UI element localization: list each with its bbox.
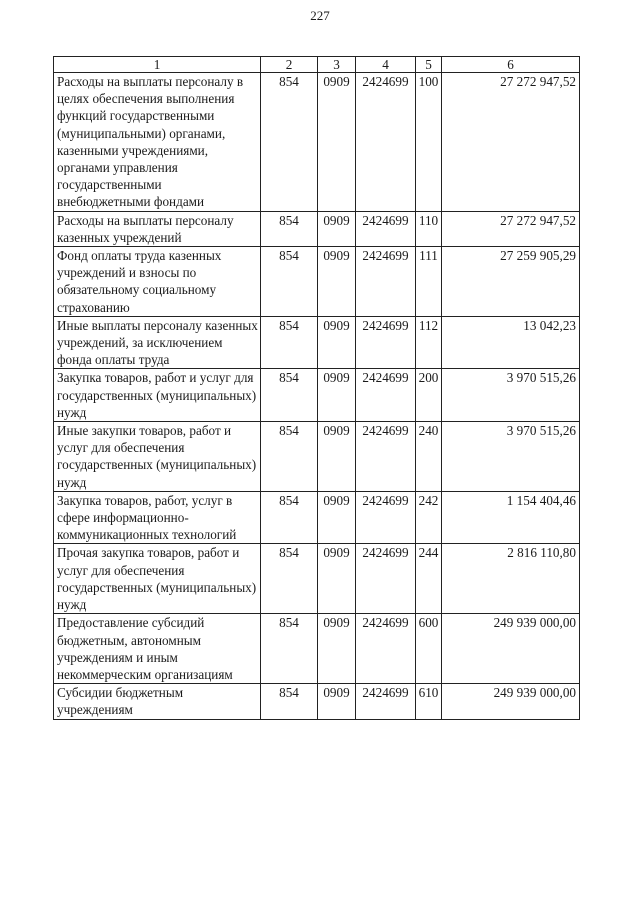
row-target-code: 2424699	[356, 247, 416, 317]
row-section-code: 0909	[318, 316, 356, 369]
row-name: Расходы на выплаты персоналу казенных учреждений	[54, 211, 261, 246]
row-name: Субсидии бюджетным учреждениям	[54, 684, 261, 719]
row-expense-type: 610	[416, 684, 442, 719]
row-amount: 3 970 515,26	[442, 369, 580, 422]
row-name: Расходы на выплаты персоналу в целях обеспечения выполнения функций государственными (муниципальными) органами, казенными учреждениями, органами управления государственными внебюджетными фондами	[54, 73, 261, 212]
row-target-code: 2424699	[356, 211, 416, 246]
row-expense-type: 111	[416, 247, 442, 317]
row-name: Закупка товаров, работ и услуг для государственных (муниципальных) нужд	[54, 369, 261, 422]
row-target-code: 2424699	[356, 544, 416, 614]
row-section-code: 0909	[318, 684, 356, 719]
row-name: Предоставление субсидий бюджетным, автономным учреждениям и иным некоммерческим организациям	[54, 614, 261, 684]
row-ministry-code: 854	[261, 73, 318, 212]
row-expense-type: 240	[416, 422, 442, 492]
row-ministry-code: 854	[261, 316, 318, 369]
row-ministry-code: 854	[261, 491, 318, 544]
row-amount: 27 259 905,29	[442, 247, 580, 317]
header-col-3: 3	[318, 57, 356, 73]
row-ministry-code: 854	[261, 614, 318, 684]
table-row	[54, 369, 580, 422]
row-amount: 13 042,23	[442, 316, 580, 369]
row-amount: 27 272 947,52	[442, 211, 580, 246]
row-name: Закупка товаров, работ, услуг в сфере информационно-коммуникационных технологий	[54, 491, 261, 544]
header-row	[54, 57, 580, 73]
table-row	[54, 211, 580, 246]
row-amount: 27 272 947,52	[442, 73, 580, 212]
row-section-code: 0909	[318, 73, 356, 212]
row-amount: 249 939 000,00	[442, 614, 580, 684]
header-col-2: 2	[261, 57, 318, 73]
row-target-code: 2424699	[356, 73, 416, 212]
header-col-4: 4	[356, 57, 416, 73]
row-name: Иные выплаты персоналу казенных учреждений, за исключением фонда оплаты труда	[54, 316, 261, 369]
page-number: 227	[310, 8, 330, 23]
row-ministry-code: 854	[261, 422, 318, 492]
row-expense-type: 200	[416, 369, 442, 422]
row-target-code: 2424699	[356, 684, 416, 719]
budget-table	[53, 56, 580, 720]
row-target-code: 2424699	[356, 422, 416, 492]
table-row	[54, 491, 580, 544]
row-expense-type: 242	[416, 491, 442, 544]
row-ministry-code: 854	[261, 684, 318, 719]
header-col-6: 6	[442, 57, 580, 73]
row-name: Иные закупки товаров, работ и услуг для обеспечения государственных (муниципальных) нужд	[54, 422, 261, 492]
table-row	[54, 614, 580, 684]
row-name: Прочая закупка товаров, работ и услуг для обеспечения государственных (муниципальных) нужд	[54, 544, 261, 614]
row-expense-type: 100	[416, 73, 442, 212]
row-section-code: 0909	[318, 422, 356, 492]
row-amount: 249 939 000,00	[442, 684, 580, 719]
row-ministry-code: 854	[261, 247, 318, 317]
row-expense-type: 244	[416, 544, 442, 614]
table-row	[54, 684, 580, 719]
row-amount: 2 816 110,80	[442, 544, 580, 614]
row-expense-type: 600	[416, 614, 442, 684]
table-row	[54, 247, 580, 317]
row-ministry-code: 854	[261, 544, 318, 614]
header-col-1: 1	[54, 57, 261, 73]
row-section-code: 0909	[318, 211, 356, 246]
row-section-code: 0909	[318, 614, 356, 684]
row-target-code: 2424699	[356, 614, 416, 684]
row-target-code: 2424699	[356, 369, 416, 422]
row-amount: 3 970 515,26	[442, 422, 580, 492]
header-col-5: 5	[416, 57, 442, 73]
row-expense-type: 112	[416, 316, 442, 369]
table-row	[54, 544, 580, 614]
row-name: Фонд оплаты труда казенных учреждений и взносы по обязательному социальному страхованию	[54, 247, 261, 317]
row-section-code: 0909	[318, 544, 356, 614]
row-section-code: 0909	[318, 247, 356, 317]
table-row	[54, 316, 580, 369]
row-section-code: 0909	[318, 491, 356, 544]
row-section-code: 0909	[318, 369, 356, 422]
row-ministry-code: 854	[261, 369, 318, 422]
row-amount: 1 154 404,46	[442, 491, 580, 544]
row-target-code: 2424699	[356, 491, 416, 544]
row-ministry-code: 854	[261, 211, 318, 246]
row-expense-type: 110	[416, 211, 442, 246]
table-row	[54, 422, 580, 492]
table-row	[54, 73, 580, 212]
row-target-code: 2424699	[356, 316, 416, 369]
